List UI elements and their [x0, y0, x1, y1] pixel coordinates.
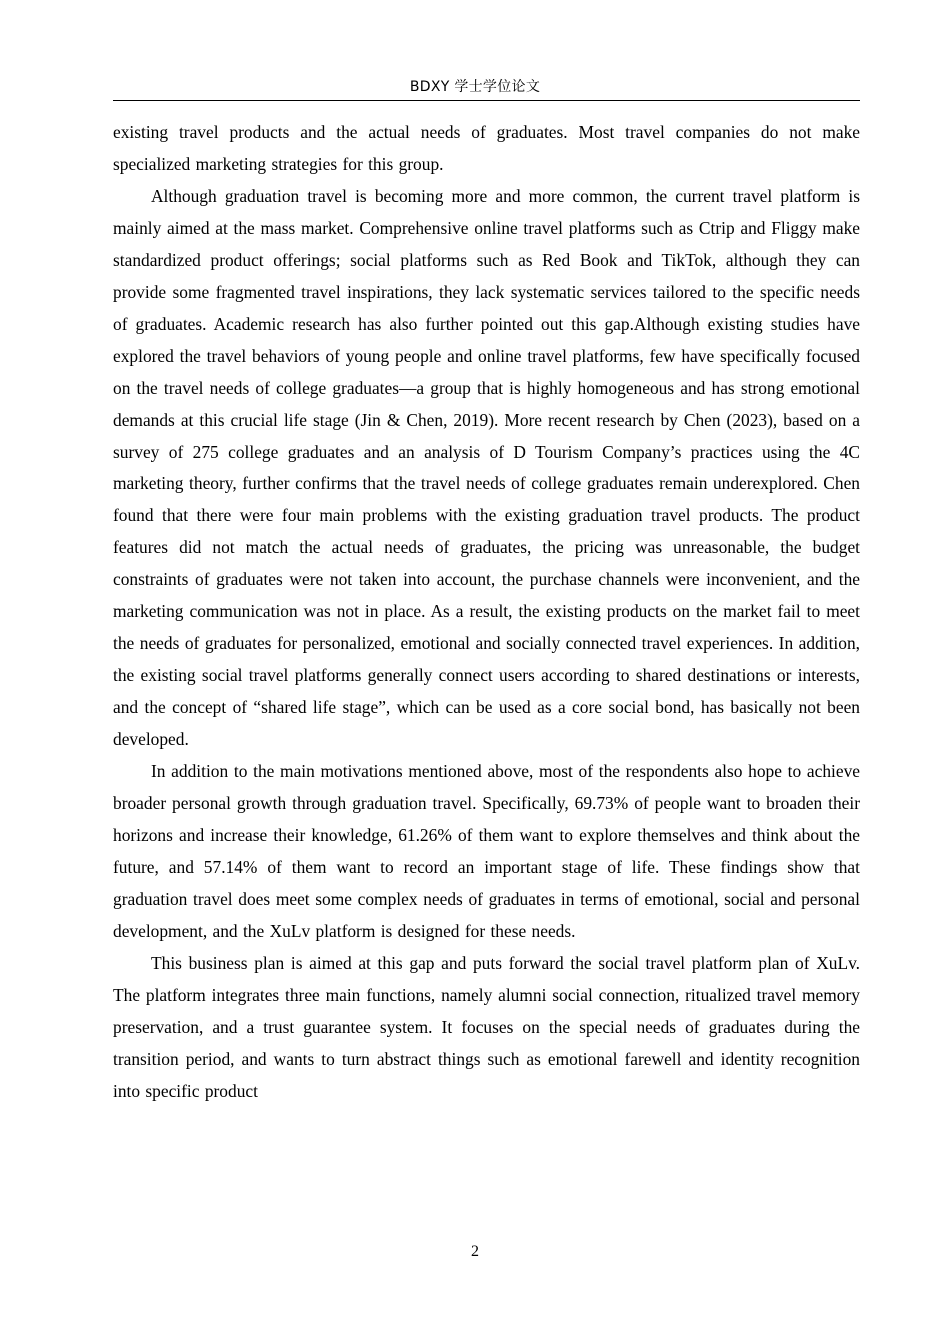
running-header: BDXY 学士学位论文 — [409, 79, 541, 95]
paragraph-business-plan: This business plan is aimed at this gap and puts forward the social travel platform plan of XuLv. The platform integrates three main functions, namely alumni social connection, ritualized travel memory preservation, and a trust guarantee system. It focuses on the special needs of graduates during the transition period, and wants to turn abstract things such as emotional farewell and identity recognition into specific product — [113, 952, 860, 1101]
page-number: 2 — [471, 1243, 479, 1260]
paragraph-motivations: In addition to the main motivations mentioned above, most of the respondents also hope to achieve broader personal growth through graduation travel. Specifically, 69.73% of people want to broaden their horizons and increase their knowledge, 61.26% of them want to explore themselves and think about the future, and 57.14% of them want to record an important stage of life. These findings show that graduation travel does meet some complex needs of graduates in terms of emotional, social and personal development, and the XuLv platform is designed for these needs. — [113, 761, 860, 941]
paragraph-market-gap: Although graduation travel is becoming more and more common, the current travel platform is mainly aimed at the mass market. Comprehensive online travel platforms such as Ctrip and Fliggy make standardized product offerings; social platforms such as Red Book and TikTok, although they can provide some fragmented travel inspirations, they lack systematic services tailored to the specific needs of graduates. Academic research has also further pointed out this gap.Although existing studies have explored the travel behaviors of young people and online travel platforms, few have specifically focused on the travel needs of college graduates—a group that is highly homogeneous and has strong emotional demands at this crucial life stage (Jin & Chen, 2019). More recent research by Chen (2023), based on a survey of 275 college graduates and an analysis of D Tourism Company’s practices using the 4C marketing theory, further confirms that the travel needs of college graduates remain underexplored. Chen found that there were four main problems with the existing graduation travel products. The product features did not match the actual needs of graduates, the pricing was unreasonable, the budget constraints of graduates were not taken into account, the purchase channels were inconvenient, and the marketing communication was not in place. As a result, the existing products on the market fail to meet the needs of graduates for personalized, emotional and socially connected travel experiences. In addition, the existing social travel platforms generally connect users according to shared destinations or interests, and the concept of “shared life stage”, which can be used as a core social bond, has basically not been developed. — [113, 185, 860, 750]
paragraph-continuation: existing travel products and the actual needs of graduates. Most travel companies do not make specialized marketing strategies for this group. — [113, 122, 860, 174]
body-text — [113, 117, 860, 1108]
header-divider — [113, 100, 860, 101]
